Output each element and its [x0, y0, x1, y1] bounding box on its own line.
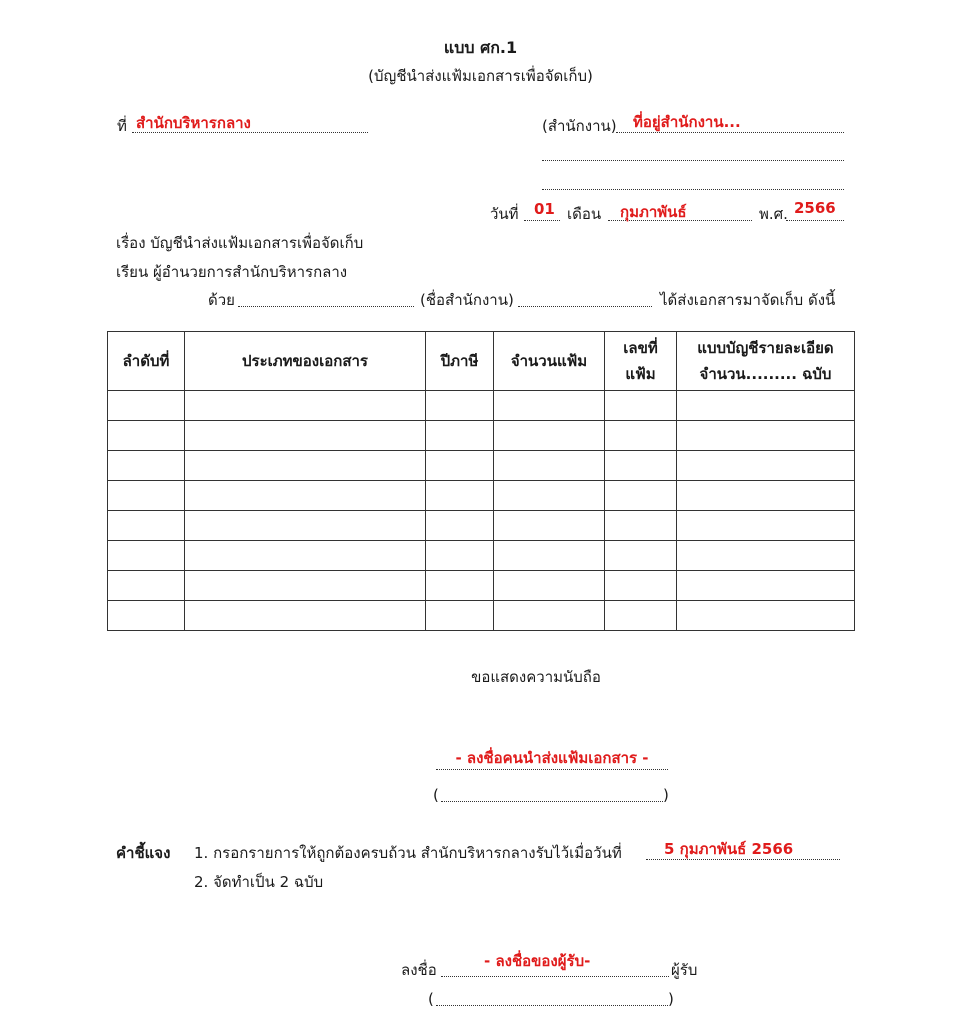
year-dotted-line: [786, 220, 844, 221]
instruction-item-1: 1. กรอกรายการให้ถูกต้องครบถ้วน สำนักบริหารกลางรับไว้เมื่อวันที่: [194, 844, 622, 862]
header-document-type: ประเภทของเอกสาร: [185, 332, 426, 391]
sender-name-line[interactable]: [441, 801, 663, 802]
receiver-signature-line: [441, 976, 669, 977]
sent-text: ได้ส่งเอกสารมาจัดเก็บ ดังนี้: [660, 291, 836, 309]
receiver-signature-value[interactable]: - ลงชื่อของผู้รับ-: [484, 952, 591, 970]
to-line: เรียน ผู้อำนวยการสำนักบริหารกลาง: [116, 263, 348, 281]
header-detail-list: แบบบัญชีรายละเอียด จำนวน......... ฉบับ: [677, 332, 855, 391]
received-date-value[interactable]: 5 กุมภาพันธ์ 2566: [664, 840, 794, 858]
closing-text: ขอแสดงความนับถือ: [471, 668, 601, 686]
month-label: เดือน: [567, 205, 602, 223]
office-name-dotted-line[interactable]: [518, 306, 652, 307]
table-row: [108, 541, 855, 571]
receiver-name-paren-open: (: [428, 990, 434, 1008]
table-row: [108, 571, 855, 601]
table-row: [108, 601, 855, 631]
sender-name-paren-open: (: [433, 786, 439, 804]
subject-line: เรื่อง บัญชีนำส่งแฟ้มเอกสารเพื่อจัดเก็บ: [116, 234, 364, 252]
header-order: ลำดับที่: [108, 332, 185, 391]
receiver-name-line[interactable]: [436, 1005, 668, 1006]
header-file-count: จำนวนแฟ้ม: [494, 332, 605, 391]
instructions-label: คำชี้แจง: [116, 844, 171, 862]
date-value[interactable]: 01: [534, 200, 555, 218]
date-dotted-line: [524, 220, 560, 221]
sender-signature-line: [436, 769, 668, 770]
year-value[interactable]: 2566: [794, 199, 836, 217]
table-row: [108, 421, 855, 451]
table-row: [108, 511, 855, 541]
table-header-row: [108, 332, 855, 391]
sender-name-paren-close: ): [663, 786, 669, 804]
with-dotted-line[interactable]: [238, 306, 414, 307]
table-row: [108, 451, 855, 481]
instruction-item-2: 2. จัดทำเป็น 2 ฉบับ: [194, 873, 324, 891]
office-dotted-line-3[interactable]: [542, 189, 844, 190]
sender-signature-value[interactable]: - ลงชื่อคนนำส่งแฟ้มเอกสาร -: [455, 749, 649, 767]
at-value[interactable]: สำนักบริหารกลาง: [136, 114, 251, 132]
year-label: พ.ศ.: [759, 205, 788, 223]
table-row: [108, 391, 855, 421]
office-name-label: (ชื่อสำนักงาน): [420, 291, 514, 309]
with-label: ด้วย: [208, 291, 235, 309]
header-tax-year: ปีภาษี: [426, 332, 494, 391]
form-subtitle: (บัญชีนำส่งแฟ้มเอกสารเพื่อจัดเก็บ): [368, 67, 593, 85]
receiver-role-label: ผู้รับ: [671, 961, 698, 979]
table-row: [108, 481, 855, 511]
at-label: ที่: [117, 117, 127, 135]
header-file-number: เลขที่ แฟ้ม: [605, 332, 677, 391]
receiver-name-paren-close: ): [668, 990, 674, 1008]
office-dotted-line-2[interactable]: [542, 160, 844, 161]
office-value[interactable]: ที่อยู่สำนักงาน...: [633, 113, 741, 131]
office-label: (สำนักงาน): [542, 117, 617, 135]
form-title: แบบ ศก.1: [443, 38, 518, 57]
date-label: วันที่: [490, 205, 519, 223]
documents-table: [107, 331, 855, 631]
month-value[interactable]: กุมภาพันธ์: [620, 203, 687, 221]
receiver-sign-label: ลงชื่อ: [401, 961, 437, 979]
